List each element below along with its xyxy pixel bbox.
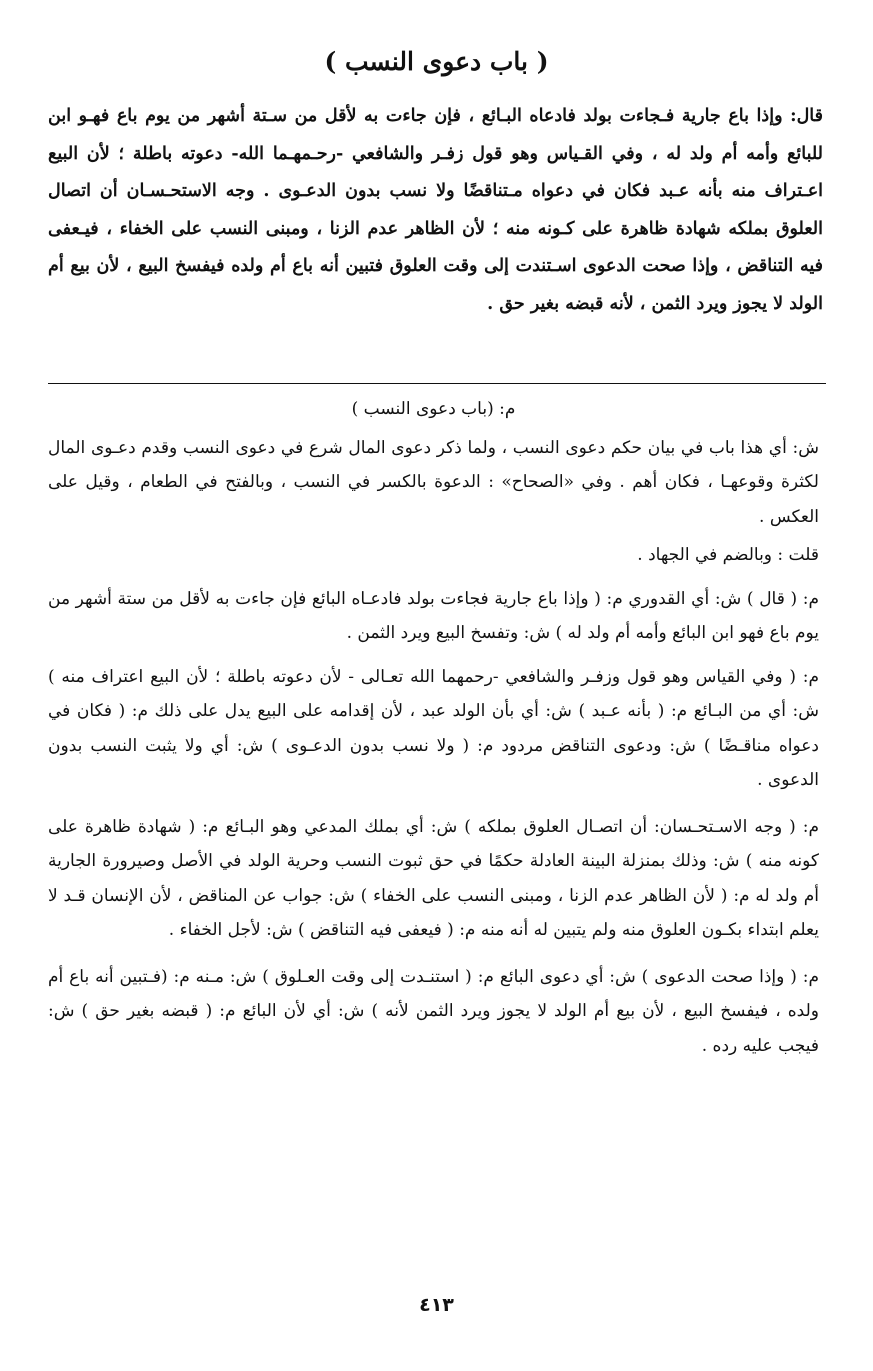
commentary-paragraph: م: ( وجه الاسـتحـسان: أن اتصـال العلوق بملكه ) ش: أي بملك المدعي وهو البـائع م: ( شهادة ظاهرة على كونه منه ) ش: وذلك بمنزلة البينة العادلة حكمًا في حق ثبوت النسب وحرية الولد في الأصل وصيرورة الجارية أم ولد له م: ( لأن الظاهر عدم الزنا ، ومبنى النسب على الخفاء ) ش: جواب عن المناقض ، لأن الإنسان قـد لا يعلم ابتداء بكـون العلوق منه ولم يتبين له أنه منه م: ( فيعفى فيه التناقض ) ش: لأجل الخفاء .	[48, 816, 819, 940]
chapter-title: ( باب دعوى النسب )	[324, 47, 549, 76]
book-page	[48, 0, 825, 1371]
commentary-paragraph: ش: أي هذا باب في بيان حكم دعوى النسب ، ولما ذكر دعوى المال شرع في دعوى النسب وقدم دعـوى المال لكثرة وقوعهـا ، فكان أهم . وفي «الصحاح» : الدعوة بالكسر في النسب ، وبالفتح في الطعام ، وقيل على العكس .	[48, 437, 819, 527]
commentary	[48, 392, 819, 1063]
commentary-heading: م: (باب دعوى النسب )	[351, 399, 516, 419]
divider-line	[48, 383, 826, 384]
commentary-paragraph: قلت : وبالضم في الجهاد .	[637, 545, 819, 565]
commentary-paragraph: م: ( قال ) ش: أي القدوري م: ( وإذا باع جارية فجاءت بولد فادعـاه البائع فإن جاءت به لأقل من ستة أشهر من يوم باع فهو ابن البائع وأمه أم ولد له ) ش: وتفسخ البيع ويرد الثمن .	[48, 588, 819, 643]
commentary-paragraph: م: ( وفي القياس وهو قول وزفـر والشافعي -رحمهما الله تعـالى - لأن دعوته باطلة ؛ لأن البيع اعتراف منه ) ش: أي من البـائع م: ( بأنه عـبد ) ش: أي بأن الولد عبد ، لأن إقدامه على البيع يدل على ذلك م: ( فكان في دعواه مناقـضًا ) ش: ودعوى التناقض مردود م: ( ولا نسب بدون الدعـوى ) ش: أي ولا يثبت النسب بدون الدعوى .	[48, 666, 819, 790]
matn-text: قال: وإذا باع جارية فـجاءت بولد فادعاه البـائع ، فإن جاءت به لأقل من سـتة أشهر من يوم باع فهـو ابن للبائع وأمه أم ولد له ، وفي القـياس وهو قول زفـر والشافعي -رحـمهـما الله- دعوته باطلة ؛ لأن البيع اعـتراف منه بأنه عـبد فكان في دعواه مـتناقضًا ولا نسب بدون الدعـوى . وجه الاستحـسـان أن اتصال العلوق بملكه شهادة ظاهرة على كـونه منه ؛ لأن الظاهر عدم الزنا ، ومبنى النسب على الخفاء ، فيـعفى فيه التناقض ، وإذا صحت الدعوى اسـتندت إلى وقت العلوق فتبين أنه باع أم ولده فيفسخ البيع ، لأن بيع أم الولد لا يجوز ويرد الثمن ، لأنه قبضه بغير حق .	[48, 106, 823, 314]
page-number: ٤١٣	[419, 1294, 454, 1316]
commentary-paragraph: م: ( وإذا صحت الدعوى ) ش: أي دعوى البائع م: ( استنـدت إلى وقت العـلوق ) ش: مـنه م: (فـتبين أنه باع أم ولده ، فيفسخ البيع ، لأن بيع أم الولد لا يجوز ويرد الثمن لأنه ) ش: أي لأن البائع م: ( قبضه بغير حق ) ش: فيجب عليه رده .	[48, 966, 819, 1056]
